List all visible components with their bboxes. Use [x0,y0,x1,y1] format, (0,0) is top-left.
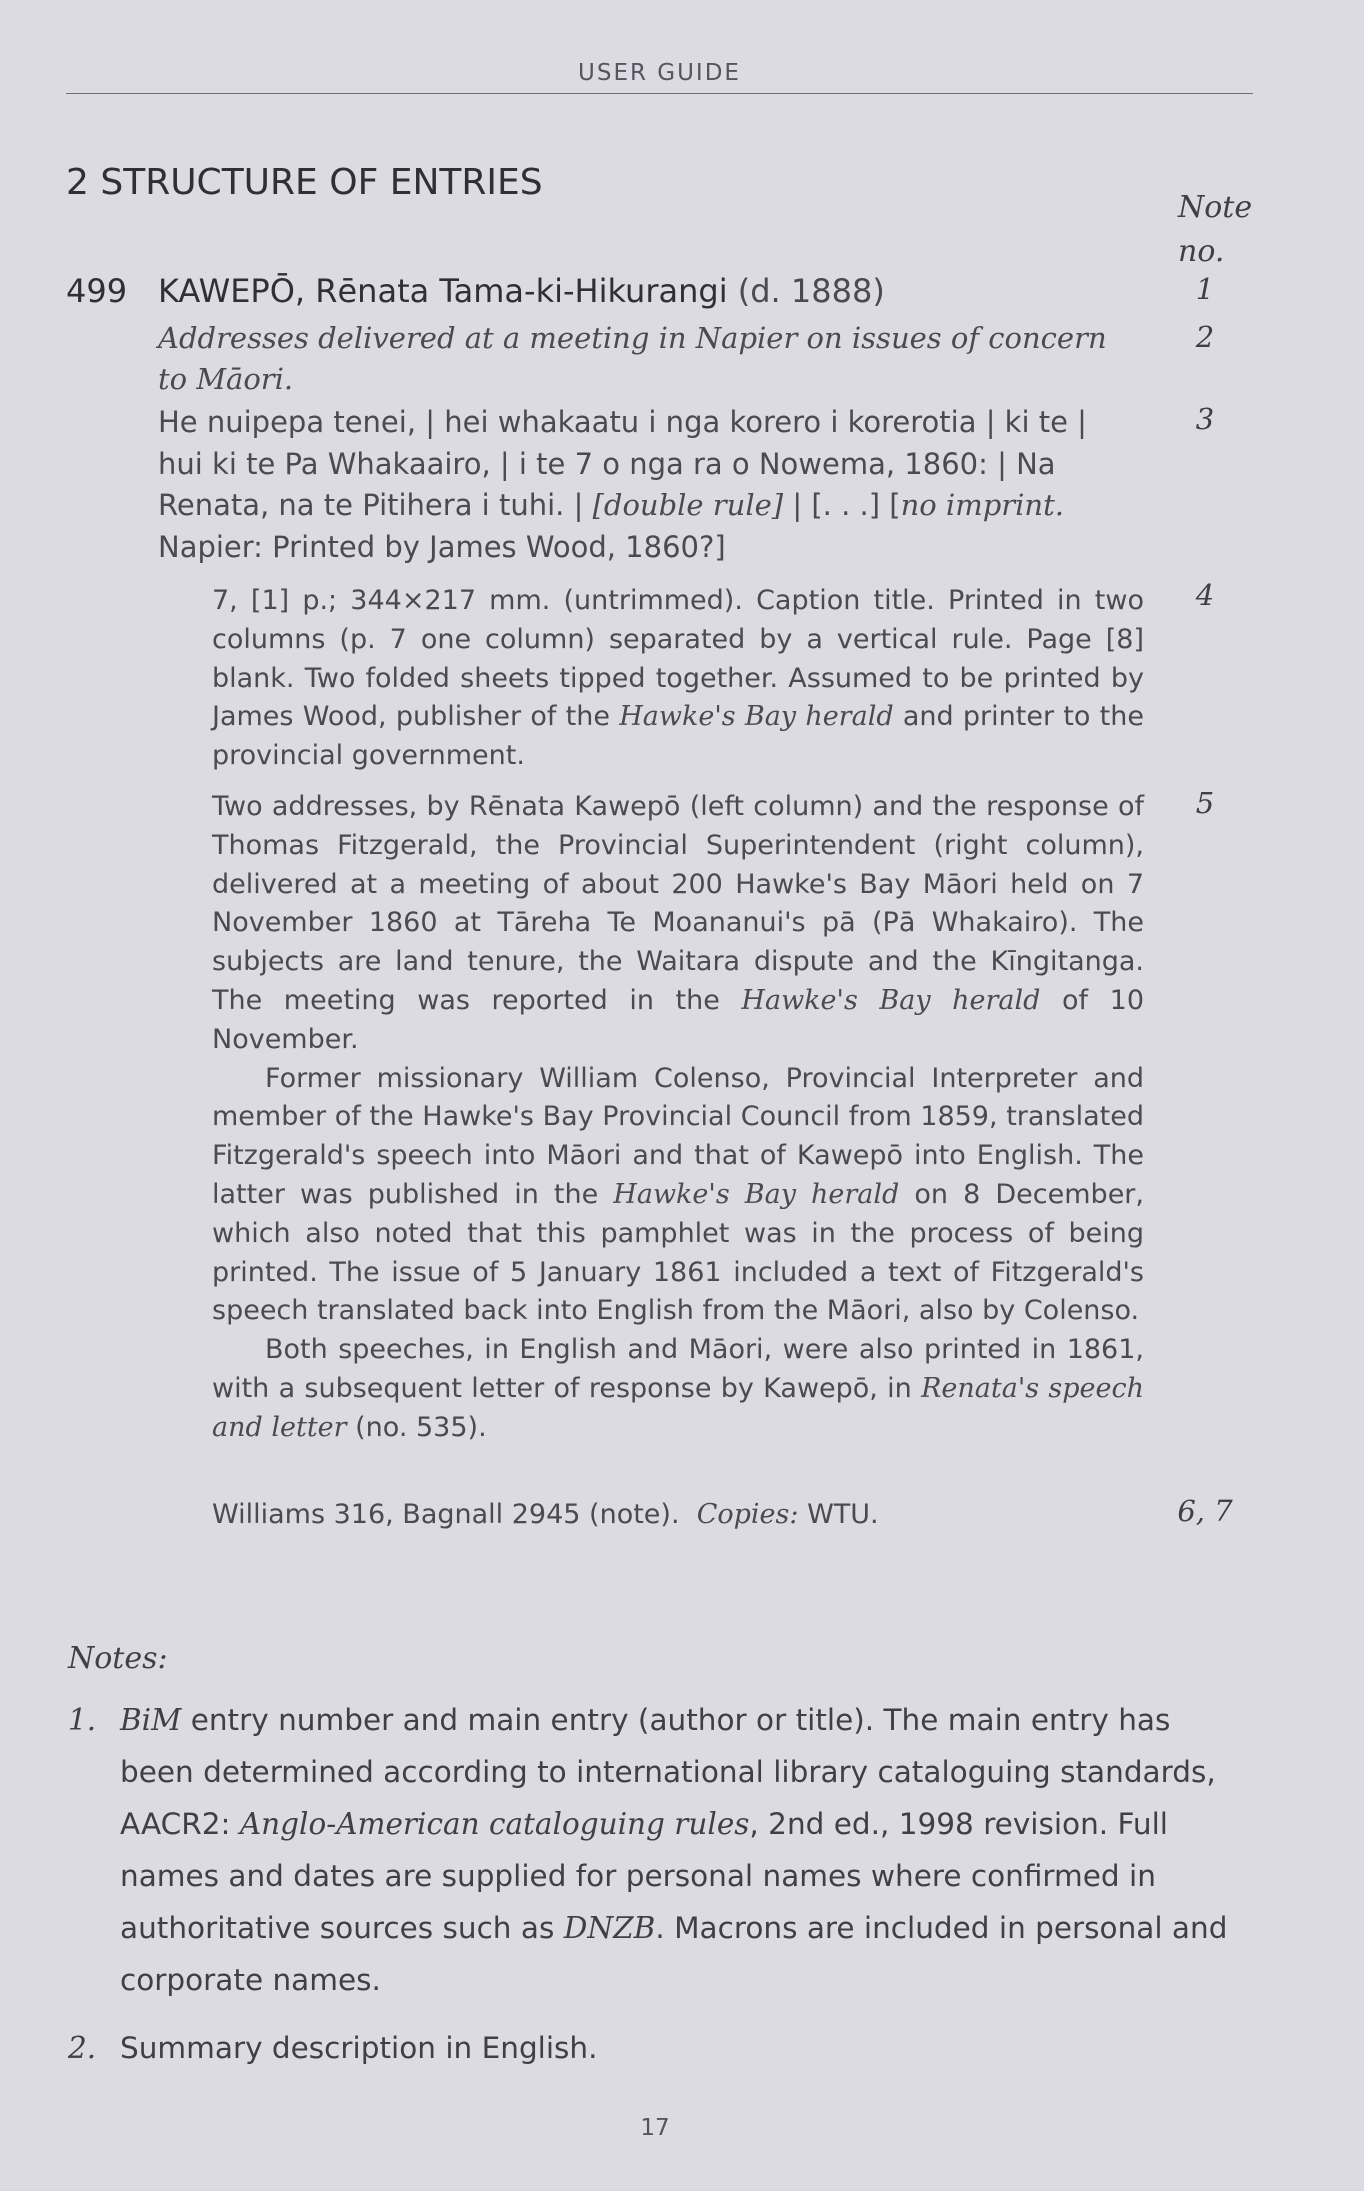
running-head: USER GUIDE [578,60,741,86]
note-heading-line: Note [1178,190,1253,225]
page-number: 17 [640,2115,670,2141]
footnote-number: 1. [68,1703,97,1737]
note-number: 5 [1195,786,1215,820]
title-transcription [158,402,1148,568]
note-column-heading [1178,186,1252,274]
references [212,1496,1144,1535]
note-number: 1 [1195,272,1215,306]
note-number: 4 [1195,578,1215,612]
transcription-line [158,485,1148,527]
entry-author: KAWEPŌ, Rēnata Tama-ki-Hikurangi [158,272,728,310]
footnote-item [68,1694,1248,2006]
transcription-italic: no imprint. [900,488,1064,522]
footnote-number: 2. [68,2031,97,2065]
note-heading-line: no. [1178,234,1225,269]
entry-note-paragraph: Both speeches, in English and Māori, were also printed in 1861, with a subsequent letter of response by Kawepō, in Renata's speech and letter (no. 535). [212,1334,1144,1443]
footnote-text: Summary description in English. [120,2031,598,2065]
summary-title-line: to Māori. [158,362,294,396]
transcription-line: He nuipepa tenei, | hei whakaatu i nga korero i korerotia | ki te | [158,405,1087,439]
transcription-line: hui ki te Pa Whakaairo, | i te 7 o nga ra o Nowema, 1860: | Na [158,446,1056,481]
entry-dates: (d. 1888) [737,272,885,310]
header-rule [66,93,1253,94]
entry-note-paragraph: Two addresses, by Rēnata Kawepō (left column) and the response of Thomas Fitzgerald, the Provincial Superintendent (right column), delivered at a meeting of about 200 Hawke's Bay Māori held on 7 November 1860 at Tāreha Te Moananui's pā (Pā Whakairo). The subjects are land tenure, the Waitara dispute and the Kīngitanga. The meeting was reported in the Hawke's Bay herald of 10 November. [212,791,1145,1055]
section-title: 2 STRUCTURE OF ENTRIES [66,162,543,203]
entry-notes [212,788,1144,1448]
transcription-line: Napier: Printed by James Wood, 1860?] [158,529,726,564]
summary-title-line: Addresses delivered at a meeting in Napier on issues of concern [158,321,1107,355]
note-number: 2 [1195,320,1215,354]
transcription-italic: [double rule] [592,488,784,522]
physical-description [212,582,1144,776]
note-number: 6, 7 [1177,1494,1233,1528]
note-number: 3 [1195,402,1215,436]
entry-heading [66,272,885,310]
transcription-text: | [. . .] [ [783,488,901,522]
entry-note-paragraph: Former missionary William Colenso, Provincial Interpreter and member of the Hawke's Bay Provincial Council from 1859, translated Fitzgerald's speech into Māori and that of Kawepō into English. The latter was published in the Hawke's Bay herald on 8 December, which also noted that this pamphlet was in the process of being printed. The issue of 5 January 1861 included a text of Fitzgerald's speech translated back into English from the Māori, also by Colenso. [212,1062,1144,1327]
physical-description-text: 7, [1] p.; 344×217 mm. (untrimmed). Caption title. Printed in two columns (p. 7 one column) separated by a vertical rule. Page [8] blank. Two folded sheets tipped together. Assumed to be printed by James Wood, publisher of the Hawke's Bay herald and printer to the provincial government. [212,585,1144,772]
footnote-text: BiM entry number and main entry (author or title). The main entry has been determined according to international library cataloguing standards, AACR2: Anglo-American cataloguing rules, 2nd ed., 1998 revision. Full names and dates are supplied for personal names where confirmed in authoritative sources such as DNZB. Macrons are included in personal and corporate names. [120,1703,1228,1997]
footnote-item [68,2022,1248,2074]
transcription-text: Renata, na te Pitihera i tuhi. | [158,488,593,522]
summary-title [158,318,1143,400]
entry-number: 499 [66,272,128,310]
references-line: Williams 316, Bagnall 2945 (note). Copies: WTU. [212,1499,879,1530]
notes-label: Notes: [68,1641,168,1676]
